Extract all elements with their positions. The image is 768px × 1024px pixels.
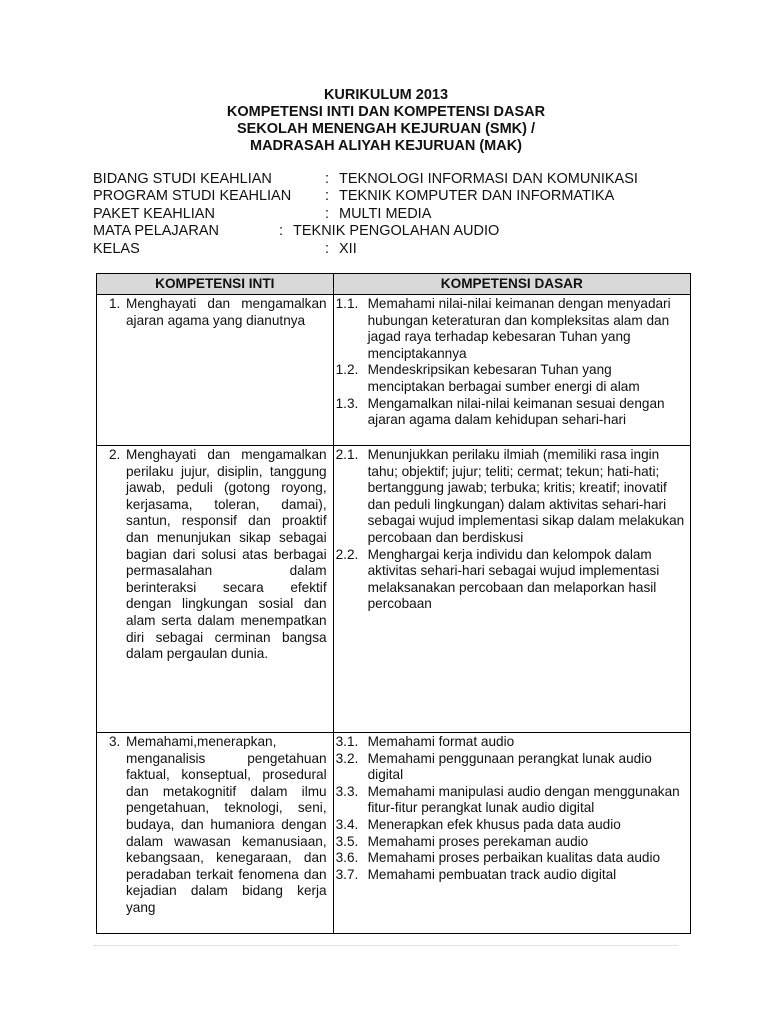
info-colon: :: [325, 205, 330, 222]
title-line-2: KOMPETENSI INTI DAN KOMPETENSI DASAR: [226, 104, 546, 120]
table-row: [97, 295, 691, 446]
kd-item: [334, 751, 686, 784]
kd-item: [334, 834, 686, 851]
kd-item: [334, 850, 686, 867]
kd-text: Menunjukkan perilaku ilmiah (memiliki rasa ingin tahu; objektif; jujur; teliti; cermat; tekun; hati-hati; bertanggung jawab; terbuka; kritis; kreatif; inovatif dan peduli lingkungan) dalam aktivitas sehari-hari sebagai wujud implementasi sikap dalam melakukan percobaan dan berdiskusi: [367, 447, 685, 545]
ki-text: Memahami,menerapkan, menganalisis pengetahuan faktual, konseptual, prosedural dan metakognitif dalam ilmu pengetahuan, teknologi, seni, budaya, dan humaniora dengan dalam wawasan kemanusiaan, kebangsaan, kenegaraan, dan peradaban terkait fenomena dan kejadian dalam bidang kerja yang: [126, 734, 327, 915]
info-colon: :: [325, 188, 330, 205]
kd-cell: [333, 733, 690, 934]
kd-text: Memahami penggunaan perangkat lunak audio digital: [367, 750, 652, 783]
ki-item: [97, 733, 333, 919]
info-label: PROGRAM STUDI KEAHLIAN: [93, 188, 292, 205]
info-value: TEKNIK KOMPUTER DAN INFORMATIKA: [339, 188, 615, 205]
info-label: PAKET KEAHLIAN: [93, 205, 215, 222]
kd-text: Menghargai kerja individu dan kelompok dalam aktivitas sehari-hari sebagai wujud implementasi melaksanakan percobaan dan melaporkan hasil percobaan: [367, 546, 660, 612]
info-colon: :: [325, 171, 330, 187]
info-label: KELAS: [93, 240, 140, 257]
title-line-1: KURIKULUM 2013: [323, 87, 449, 103]
ki-number: 3.: [109, 734, 121, 749]
info-value: TEKNIK PENGOLAHAN AUDIO: [293, 223, 500, 240]
info-colon: :: [279, 223, 284, 240]
ki-number: 2.: [109, 447, 121, 462]
kd-item: [334, 547, 686, 613]
ki-text: Menghayati dan mengamalkan perilaku jujur, disiplin, tanggung jawab, peduli (gotong royong, kerjasama, toleran, damai), santun, responsif dan proaktif dan menunjukan sikap sebagai bagian dari solusi atas berbagai permasalahan dalam berinteraksi secara efektif dengan lingkungan sosial dan alam serta dalam menempatkan diri sebagai cerminan bangsa dalam pergaulan dunia.: [126, 447, 327, 662]
kd-number: 2.2.: [335, 546, 359, 562]
kd-item: [334, 867, 686, 884]
info-value: XII: [339, 240, 357, 257]
kd-number: 3.2.: [335, 750, 359, 766]
ki-item: [97, 446, 333, 665]
kd-text: Menerapkan efek khusus pada data audio: [367, 816, 621, 832]
kd-item: [334, 784, 686, 817]
kd-number: 1.3.: [335, 395, 359, 411]
kd-text: Mengamalkan nilai-nilai keimanan sesuai dengan ajaran agama dalam kehidupan sehari-hari: [367, 395, 665, 428]
competency-table: [96, 273, 691, 934]
kd-item: [334, 447, 686, 547]
ki-cell: [97, 295, 334, 446]
table-row: [97, 733, 691, 934]
title-line-3: SEKOLAH MENENGAH KEJURUAN (SMK) /: [236, 121, 536, 137]
ki-item: [97, 295, 333, 331]
table-row: [97, 446, 691, 733]
kd-number: 3.4.: [335, 816, 359, 832]
kd-text: Memahami proses perekaman audio: [367, 833, 589, 849]
kd-item: [334, 817, 686, 834]
kd-item: [334, 734, 686, 751]
kd-text: Mendeskripsikan kebesaran Tuhan yang menciptakan berbagai sumber energi di alam: [367, 362, 640, 394]
kd-text: Memahami manipulasi audio dengan menggunakan fitur-fitur perangkat lunak audio digital: [367, 783, 680, 816]
title-line-4: MADRASAH ALIYAH KEJURUAN (MAK): [249, 138, 522, 154]
document-title: [96, 87, 676, 155]
ki-cell: [97, 446, 334, 733]
kd-number: 3.5.: [335, 833, 359, 849]
header-kompetensi-inti: KOMPETENSI INTI: [97, 274, 334, 295]
kd-item: [334, 296, 686, 362]
kd-number: 3.1.: [335, 734, 359, 749]
kd-cell: [333, 295, 690, 446]
kd-cell: [333, 446, 690, 733]
kd-number: 1.2.: [335, 362, 359, 378]
info-label: MATA PELAJARAN: [93, 223, 219, 240]
kd-item: [334, 396, 686, 429]
kd-item: [334, 362, 686, 395]
kd-number: 3.3.: [335, 783, 359, 799]
kd-text: Memahami proses perbaikan kualitas data audio: [367, 850, 661, 866]
info-value: TEKNOLOGI INFORMASI DAN KOMUNIKASI: [339, 171, 638, 187]
kd-number: 1.1.: [335, 296, 359, 311]
kd-text: Memahami nilai-nilai keimanan dengan menyadari hubungan keteraturan dan kompleksitas alam dan jagad raya terhadap kebesaran Tuhan yang menciptakannya: [367, 296, 671, 361]
ki-text: Menghayati dan mengamalkan ajaran agama yang dianutnya: [126, 296, 327, 328]
page-bottom-rule: [93, 945, 678, 946]
ki-number: 1.: [109, 296, 121, 311]
kd-text: Memahami format audio: [367, 734, 515, 749]
kd-number: 3.6.: [335, 850, 359, 866]
kd-number: 3.7.: [335, 866, 359, 882]
info-colon: :: [325, 240, 330, 257]
table-header-row: [97, 274, 691, 295]
ki-cell: [97, 733, 334, 934]
header-kompetensi-dasar: KOMPETENSI DASAR: [333, 274, 690, 295]
kd-text: Memahami pembuatan track audio digital: [367, 866, 617, 882]
info-label: BIDANG STUDI KEAHLIAN: [93, 171, 272, 187]
info-value: MULTI MEDIA: [339, 205, 432, 222]
kd-number: 2.1.: [335, 447, 359, 462]
